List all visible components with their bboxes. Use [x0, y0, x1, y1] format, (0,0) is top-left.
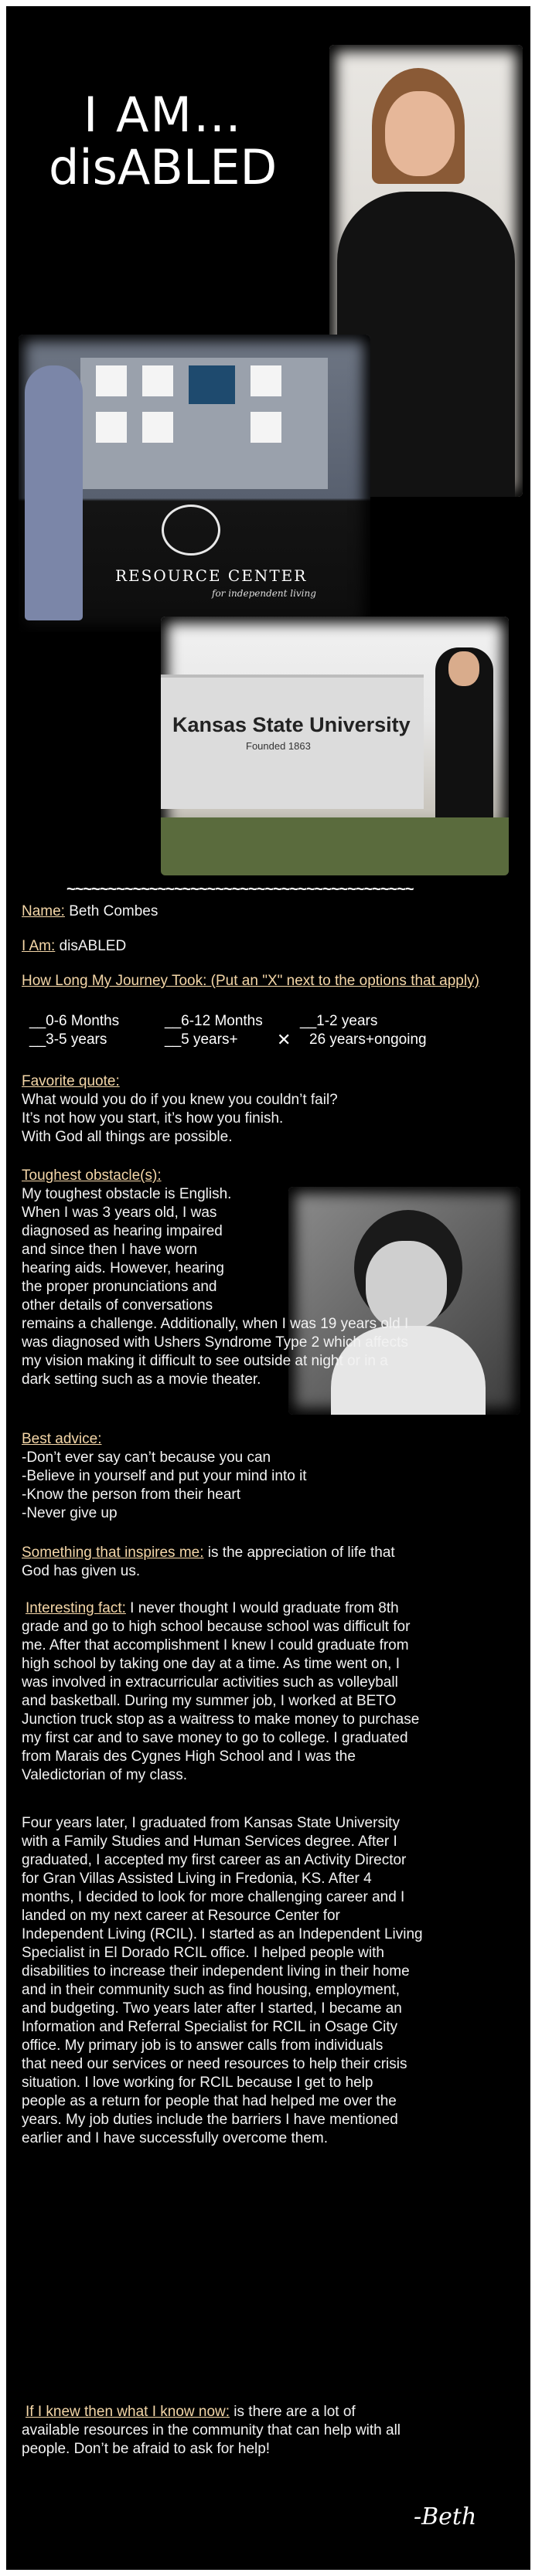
career-line: and budgeting. Two years later after I started, I became an	[22, 2000, 402, 2017]
journey-option: __3-5 years	[29, 1031, 107, 1048]
fact-line: me. After that accomplishment I knew I could graduate from	[22, 1637, 409, 1653]
inspires-line: is the appreciation of life that	[203, 1545, 395, 1561]
university-sign: Kansas State University	[172, 713, 411, 736]
journey-option: __1-2 years	[300, 1013, 378, 1029]
advice-line: -Believe in yourself and put your mind into it	[22, 1468, 307, 1484]
obstacle-line: dark setting such as a movie theater.	[22, 1371, 261, 1388]
fact-line: high school by taking one day at a time. As time went on, I	[22, 1656, 400, 1672]
career-line: Independent Living (RCIL). I started as an Independent Living	[22, 1926, 423, 1942]
advice-line: -Never give up	[22, 1505, 118, 1521]
knew-block	[22, 2403, 516, 2459]
fact-line: was involved in extracurricular activities such as volleyball	[22, 1674, 398, 1691]
name-value: Beth Combes	[64, 903, 159, 919]
fact-label: Interesting fact:	[26, 1600, 126, 1616]
title-line-1: I AM…	[84, 87, 243, 143]
quote-label: Favorite quote:	[22, 1073, 120, 1089]
career-line: months, I decided to look for more challenging career and I	[22, 1889, 405, 1905]
knew-line: people. Don’t be afraid to ask for help!	[22, 2441, 271, 2457]
quote-line: It’s not how you start, it’s how you finish.	[22, 1110, 284, 1127]
inspires-line: God has given us.	[22, 1563, 141, 1579]
fact-line: my first car and to save money to go to college. I graduated	[22, 1730, 408, 1746]
fact-line: Valedictorian of my class.	[22, 1767, 188, 1783]
fact-line: I never thought I would graduate from 8th	[125, 1600, 399, 1616]
advice-label: Best advice:	[22, 1431, 102, 1447]
obstacle-line: the proper pronunciations and	[22, 1279, 217, 1295]
obstacle-block	[22, 1167, 516, 1389]
knew-line: available resources in the community that can help with all	[22, 2422, 401, 2438]
obstacle-line: When I was 3 years old, I was	[22, 1205, 217, 1221]
career-line: people as a return for people that had helped me over the	[22, 2093, 397, 2109]
advice-line: -Know the person from their heart	[22, 1487, 241, 1503]
poster-panel	[6, 6, 530, 2570]
journey-option: __6-12 Months	[165, 1013, 263, 1029]
journey-option: __0-6 Months	[29, 1013, 120, 1029]
iam-value: disABLED	[55, 938, 127, 954]
signature: -Beth	[414, 2503, 477, 2530]
iam-label: I Am:	[22, 938, 56, 954]
journey-label: How Long My Journey Took: (Put an "X" next to the options that apply)	[22, 973, 479, 989]
name-label: Name:	[22, 903, 65, 919]
career-line: with a Family Studies and Human Services degree. After I	[22, 1833, 397, 1850]
career-line: Four years later, I graduated from Kansas State University	[22, 1815, 400, 1831]
advice-line: -Don’t ever say can’t because you can	[22, 1449, 271, 1466]
title-line-2: disABLED	[49, 139, 278, 195]
career-line: for Gran Villas Assisted Living in Fredonia, KS. After 4	[22, 1871, 372, 1887]
quote-line: What would you do if you knew you couldn’t fail?	[22, 1092, 338, 1108]
career-block	[22, 1814, 516, 2148]
booth-photo	[19, 335, 370, 632]
founded-label: Founded 1863	[246, 740, 311, 752]
fact-line: Junction truck stop as a waitress to make money to purchase	[22, 1711, 420, 1728]
obstacle-line: my vision making it difficult to see outside at night or in a	[22, 1353, 388, 1369]
brand-label: RESOURCE CENTER	[115, 566, 308, 585]
career-line: Specialist in El Dorado RCIL office. I helped people with	[22, 1945, 384, 1961]
knew-label: If I knew then what I know now:	[26, 2404, 230, 2420]
graduation-photo	[161, 617, 509, 875]
career-line: that need our services or need resources to help their crisis	[22, 2056, 407, 2072]
obstacle-line: was diagnosed with Ushers Syndrome Type 2 which affects	[22, 1334, 408, 1351]
journey-option-selected: 26 years+ongoing	[309, 1031, 427, 1048]
inspires-block	[22, 1544, 516, 1581]
fact-line: from Marais des Cygnes High School and I was the	[22, 1748, 356, 1765]
career-line: Information and Referral Specialist for RCIL in Osage City	[22, 2019, 398, 2035]
fact-block	[22, 1599, 516, 1785]
obstacle-line: diagnosed as hearing impaired	[22, 1223, 223, 1239]
x-mark-icon: ✕	[277, 1030, 291, 1049]
fact-line: and basketball. During my summer job, I worked at BETO	[22, 1693, 397, 1709]
divider: ~~~~~~~~~~~~~~~~~~~~~~~~~~~~~~~~~~~~~~~~~~	[66, 881, 414, 898]
career-line: and in their community such as find housing, employment,	[22, 1982, 400, 1998]
obstacle-line: hearing aids. However, hearing	[22, 1260, 224, 1276]
career-line: graduated, I accepted my first career as an Activity Director	[22, 1852, 407, 1868]
advice-block	[22, 1430, 516, 1523]
obstacle-line: and since then I have worn	[22, 1242, 198, 1258]
career-line: landed on my next career at Resource Center for	[22, 1908, 340, 1924]
career-line: situation. I love working for RCIL because I get to help	[22, 2075, 373, 2091]
career-line: years. My job duties include the barriers I have mentioned	[22, 2112, 398, 2128]
journey-option: __5 years+	[165, 1031, 238, 1048]
quote-line: With God all things are possible.	[22, 1129, 233, 1145]
career-line: disabilities to increase their independent living in their home	[22, 1963, 410, 1980]
fact-line: grade and go to high school because school was difficult for	[22, 1619, 411, 1635]
iam-row	[22, 937, 516, 956]
obstacle-line: My toughest obstacle is English.	[22, 1186, 232, 1202]
brand-sublabel: for independent living	[212, 588, 316, 599]
knew-line: is there are a lot of	[230, 2404, 356, 2420]
career-line: earlier and I have successfully overcome them.	[22, 2130, 329, 2146]
name-row	[22, 902, 516, 921]
quote-block	[22, 1072, 516, 1147]
career-line: office. My primary job is to answer calls from individuals	[22, 2037, 383, 2054]
obstacle-label: Toughest obstacle(s):	[22, 1167, 162, 1184]
inspires-label: Something that inspires me:	[22, 1545, 204, 1561]
obstacle-line: other details of conversations	[22, 1297, 213, 1313]
obstacle-line: remains a challenge. Additionally, when I was 19 years old I	[22, 1316, 409, 1332]
